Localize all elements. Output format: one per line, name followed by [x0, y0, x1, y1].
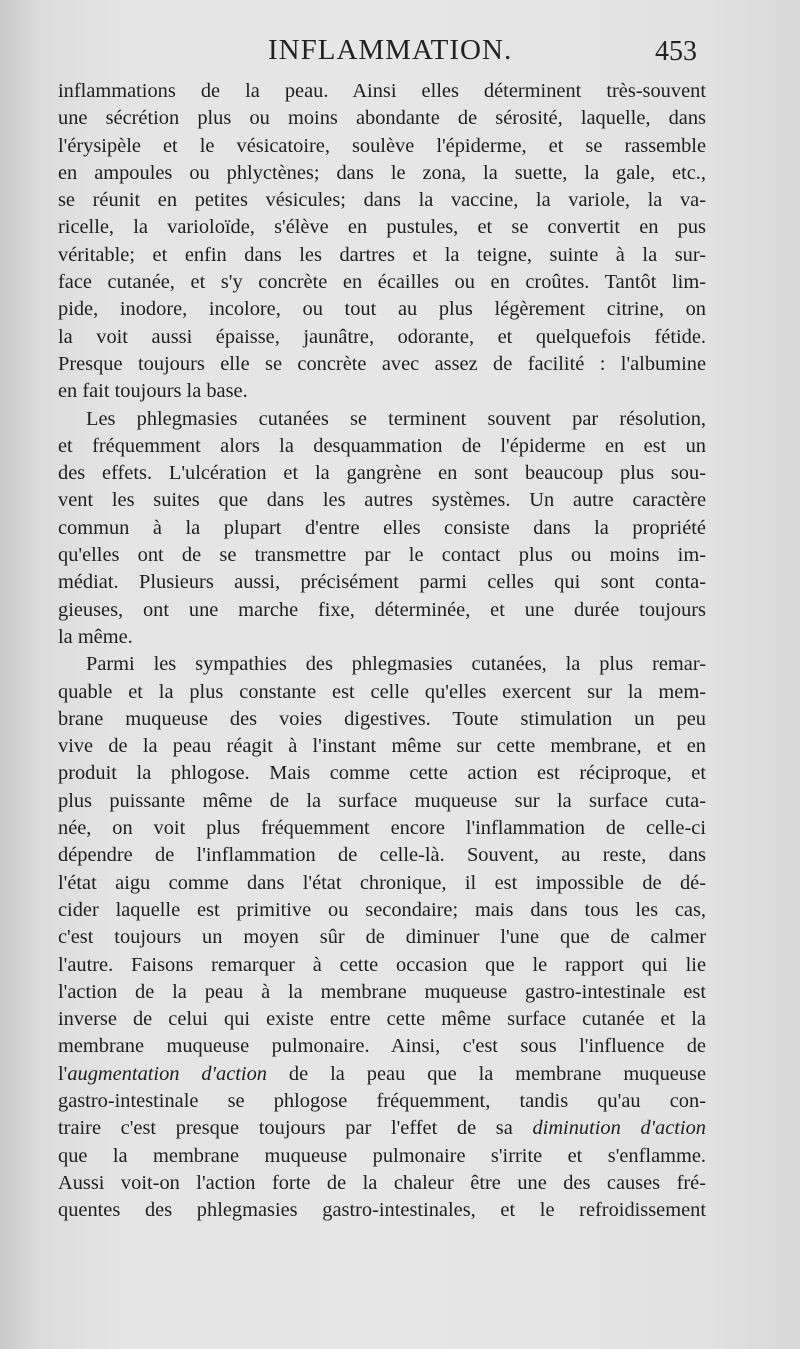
text-line: Presque toujours elle se concrète avec assez de facilité : l'albumine	[58, 352, 706, 375]
text-line: en ampoules ou phlyctènes; dans le zona, la suette, la gale, etc.,	[58, 161, 706, 184]
text-line: plus puissante même de la surface muqueuse sur la surface cuta-	[58, 789, 706, 812]
text-line: commun à la plupart d'entre elles consiste dans la propriété	[58, 516, 706, 539]
text-line: véritable; et enfin dans les dartres et la teigne, suinte à la sur-	[58, 243, 706, 266]
text-line: vive de la peau réagit à l'instant même sur cette membrane, et en	[58, 735, 706, 758]
text-line: l'érysipèle et le vésicatoire, soulève l'épiderme, et se rassemble	[58, 134, 706, 157]
body-text	[58, 78, 706, 1224]
italic-term: augmentation d'action	[67, 1062, 267, 1085]
text-line: produit la phlogose. Mais comme cette action est réciproque, et	[58, 762, 706, 785]
text-line: dépendre de l'inflammation de celle-là. Souvent, au reste, dans	[58, 844, 706, 867]
text-line: en fait toujours la base.	[58, 380, 248, 403]
text-line: Les phlegmasies cutanées se terminent souvent par résolution,	[86, 407, 706, 430]
text-line: inflammations de la peau. Ainsi elles déterminent très-souvent	[58, 80, 706, 102]
text-line: ricelle, la varioloïde, s'élève en pustules, et se convertit en pus	[58, 216, 706, 239]
text-line: l'action de la peau à la membrane muqueuse gastro-intestinale est	[58, 980, 706, 1003]
page-header	[0, 34, 800, 74]
text-line: et fréquemment alors la desquammation de l'épiderme en est un	[58, 434, 706, 457]
text-line	[58, 1115, 706, 1142]
text-line	[58, 1061, 706, 1088]
text-line: qu'elles ont de se transmettre par le contact plus ou moins im-	[58, 544, 706, 567]
text-line: l'état aigu comme dans l'état chronique, il est impossible de dé-	[58, 871, 706, 894]
text-line: brane muqueuse des voies digestives. Toute stimulation un peu	[58, 707, 706, 730]
text-line: gastro-intestinale se phlogose fréquemment, tandis qu'au con-	[58, 1089, 706, 1112]
text-line: cider laquelle est primitive ou secondaire; mais dans tous les cas,	[58, 898, 706, 921]
text-line: c'est toujours un moyen sûr de diminuer l'une que de calmer	[58, 926, 706, 949]
text-line: la même.	[58, 625, 133, 648]
text-line: quentes des phlegmasies gastro-intestinales, et le refroidissement	[58, 1199, 706, 1222]
text-line: quable et la plus constante est celle qu'elles exercent sur la mem-	[58, 680, 706, 703]
text-line: médiat. Plusieurs aussi, précisément parmi celles qui sont conta-	[58, 571, 706, 594]
text-segment: traire c'est presque toujours par l'effet de sa	[58, 1117, 533, 1140]
text-line: vent les suites que dans les autres systèmes. Un autre caractère	[58, 489, 706, 512]
text-line: Aussi voit-on l'action forte de la chaleur être une des causes fré-	[58, 1171, 706, 1194]
text-line: pide, inodore, incolore, ou tout au plus légèrement citrine, on	[58, 298, 706, 321]
text-line: inverse de celui qui existe entre cette même surface cutanée et la	[58, 1008, 706, 1031]
text-line: face cutanée, et s'y concrète en écailles ou en croûtes. Tantôt lim-	[58, 271, 706, 294]
page-number: 453	[655, 36, 697, 67]
running-title: INFLAMMATION.	[268, 34, 513, 66]
text-line: que la membrane muqueuse pulmonaire s'irrite et s'enflamme.	[58, 1144, 706, 1167]
text-line: une sécrétion plus ou moins abondante de sérosité, laquelle, dans	[58, 107, 706, 130]
text-line: Parmi les sympathies des phlegmasies cutanées, la plus remar-	[86, 653, 706, 676]
text-line: gieuses, ont une marche fixe, déterminée, et une durée toujours	[58, 598, 706, 621]
text-line: se réunit en petites vésicules; dans la vaccine, la variole, la va-	[58, 189, 706, 212]
text-segment: de la peau que la membrane muqueuse	[266, 1062, 706, 1085]
text-segment: l'	[58, 1062, 68, 1085]
text-line: la voit aussi épaisse, jaunâtre, odorante, et quelquefois fétide.	[58, 325, 706, 348]
text-line: membrane muqueuse pulmonaire. Ainsi, c'est sous l'influence de	[58, 1035, 706, 1058]
text-line: née, on voit plus fréquemment encore l'inflammation de celle-ci	[58, 817, 706, 840]
text-line: des effets. L'ulcération et la gangrène en sont beaucoup plus sou-	[58, 462, 706, 485]
italic-term: diminution d'action	[532, 1117, 706, 1140]
text-line: l'autre. Faisons remarquer à cette occasion que le rapport qui lie	[58, 953, 706, 976]
